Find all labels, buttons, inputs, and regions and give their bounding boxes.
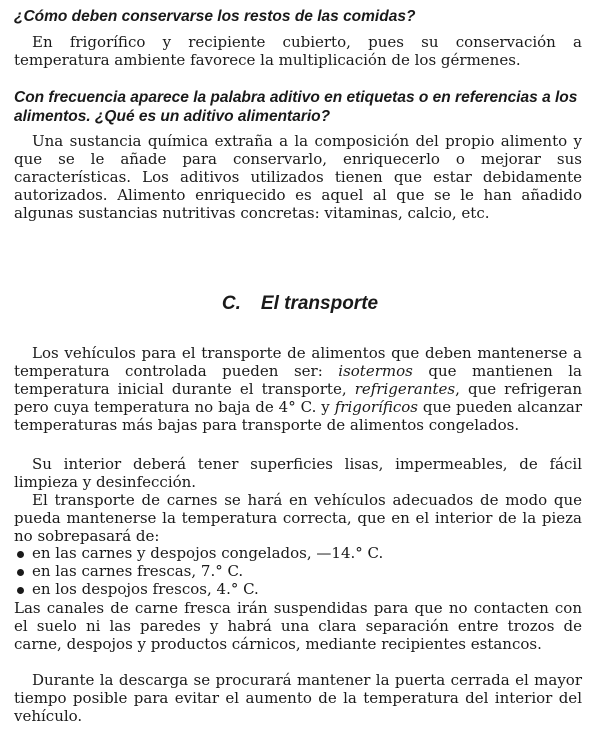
term-refrigerantes: refrigerantes (354, 380, 456, 398)
section-heading (0, 292, 600, 316)
question-additive: Con frecuencia aparece la palabra aditivo en etiquetas o en referencias a los alimentos. ¿Qué es un aditivo alimentario? (14, 89, 578, 125)
term-frigorificos: frigoríficos (334, 398, 418, 416)
paragraph-interior: Su interior deberá tener superficies lisas, impermeables, de fácil limpieza y desinfección. (14, 455, 582, 491)
list-item: en los despojos frescos, 4.° C. (14, 580, 582, 598)
list-item: en las carnes y despojos congelados, —14.° C. (14, 544, 582, 562)
term-isotermos: isotermos (338, 362, 413, 380)
paragraph-meat-transport: El transporte de carnes se hará en vehículos adecuados de modo que pueda mantenerse la temperatura correcta, que en el interior de la pieza no sobrepasará de: (14, 491, 582, 545)
answer-additive: Una sustancia química extraña a la composición del propio alimento y que se le añade para conservarlo, enriquecerlo o mejorar sus características. Los aditivos utilizados tienen que estar debidamente autorizados. Alimento enriquecido es aquel al que se le han añadido algunas sustancias nutritivas concretas: vitaminas, calcio, etc. (14, 132, 582, 222)
list-item: en las carnes frescas, 7.° C. (14, 562, 582, 580)
answer-leftovers: En frigorífico y recipiente cubierto, pues su conservación a temperatura ambiente favorece la multiplicación de los gérmenes. (14, 33, 582, 69)
paragraph-unloading: Durante la descarga se procurará mantener la puerta cerrada el mayor tiempo posible para evitar el aumento de la temperatura del interior del vehículo. (14, 671, 582, 725)
paragraph-carcasses: Las canales de carne fresca irán suspendidas para que no contacten con el suelo ni las paredes y habrá una clara separación entre trozos de carne, despojos y productos cárnicos, mediante recipientes estancos. (14, 599, 582, 653)
section-letter: C. (221, 293, 241, 314)
section-title: El transporte (260, 293, 379, 314)
temperature-list (14, 544, 582, 598)
question-leftovers: ¿Cómo deben conservarse los restos de las comidas? (14, 8, 416, 25)
paragraph-vehicle-types: Los vehículos para el transporte de alimentos que deben mantenerse a temperatura controlada pueden ser: isotermos que mantienen la temperatura inicial durante el transporte, refrigerantes, que refrigeran pero cuya temperatura no baja de 4° C. y frigoríficos que pueden alcanzar temperaturas más bajas para transporte de alimentos congelados. (14, 344, 583, 434)
